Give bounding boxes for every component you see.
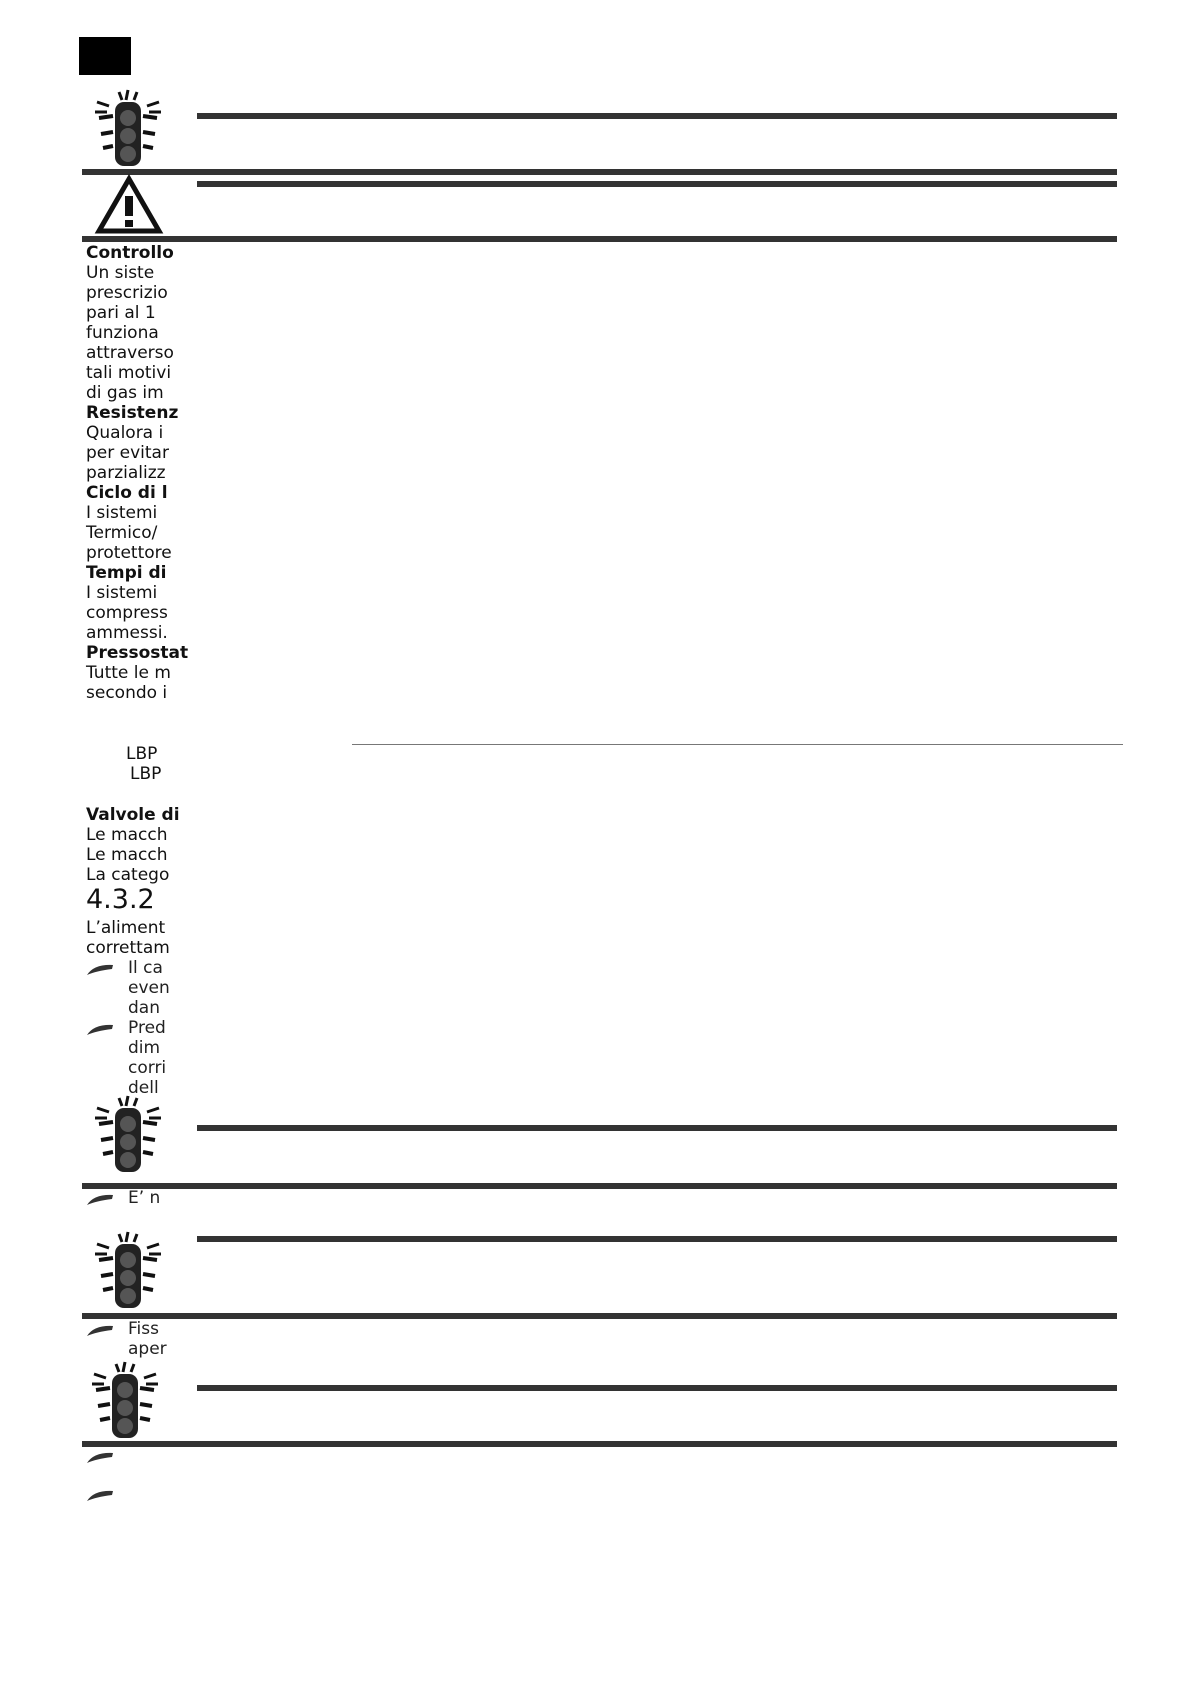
lbp-label: LBP [130, 764, 162, 784]
text-line: tali motivi [86, 363, 172, 383]
text-line: ammessi. [86, 623, 168, 643]
bullet-arrow-icon [86, 1450, 114, 1464]
text-line: Tutte le m [86, 663, 171, 683]
traffic-light-icon [91, 88, 165, 168]
rule [197, 181, 1117, 187]
lbp-label: LBP [126, 744, 158, 764]
text-line: funziona [86, 323, 159, 343]
text-line: Qualora i [86, 423, 164, 443]
section-number: 4.3.2 [86, 884, 155, 915]
bullet-arrow-icon [86, 1022, 114, 1036]
traffic-light-icon [88, 1360, 162, 1440]
text-line: compress [86, 603, 168, 623]
traffic-light-icon [91, 1230, 165, 1310]
text-line: protettore [86, 543, 172, 563]
text-line: Le macch [86, 825, 168, 845]
bullet-text: corri [128, 1058, 167, 1078]
separator [82, 169, 1117, 175]
text-line: di gas im [86, 383, 164, 403]
text-line: I sistemi [86, 503, 158, 523]
text-line: Pressostat [86, 643, 189, 663]
text-line: per evitar [86, 443, 169, 463]
text-line: pari al 1 [86, 303, 156, 323]
text-line: Termico/ [86, 523, 158, 543]
bullet-text: dan [128, 998, 160, 1018]
text-line: L’aliment [86, 918, 166, 938]
text-line: secondo i [86, 683, 168, 703]
text-line: Ciclo di l [86, 483, 168, 503]
rule [197, 1385, 1117, 1391]
bullet-arrow-icon [86, 1192, 114, 1206]
text-line: Le macch [86, 845, 168, 865]
warning-triangle-icon [96, 176, 162, 234]
bullet-text: dim [128, 1038, 161, 1058]
text-line: Controllo [86, 243, 174, 263]
bullet-arrow-icon [86, 962, 114, 976]
bullet-text: even [128, 978, 170, 998]
text-line: Resistenz [86, 403, 179, 423]
rule [197, 113, 1117, 119]
page-number-tag [79, 37, 131, 75]
text-line: Un siste [86, 263, 155, 283]
rule [197, 1125, 1117, 1131]
bullet-text: Il ca [128, 958, 163, 978]
bullet-text: aper [128, 1339, 167, 1359]
text-line: correttam [86, 938, 170, 958]
text-line: Tempi di [86, 563, 167, 583]
bullet-text: E’ n [128, 1188, 161, 1208]
text-line: La catego [86, 865, 170, 885]
separator [82, 1441, 1117, 1447]
separator [82, 1183, 1117, 1189]
table-rule [352, 744, 1123, 745]
bullet-arrow-icon [86, 1488, 114, 1502]
text-line: I sistemi [86, 583, 158, 603]
bullet-text: Pred [128, 1018, 166, 1038]
text-line: prescrizio [86, 283, 168, 303]
text-line: Valvole di [86, 805, 180, 825]
separator [82, 1313, 1117, 1319]
text-line: parzializz [86, 463, 166, 483]
bullet-text: dell [128, 1078, 159, 1098]
traffic-light-icon [91, 1094, 165, 1174]
text-line: attraverso [86, 343, 174, 363]
rule [197, 1236, 1117, 1242]
bullet-text: Fiss [128, 1319, 159, 1339]
bullet-arrow-icon [86, 1323, 114, 1337]
separator [82, 236, 1117, 242]
